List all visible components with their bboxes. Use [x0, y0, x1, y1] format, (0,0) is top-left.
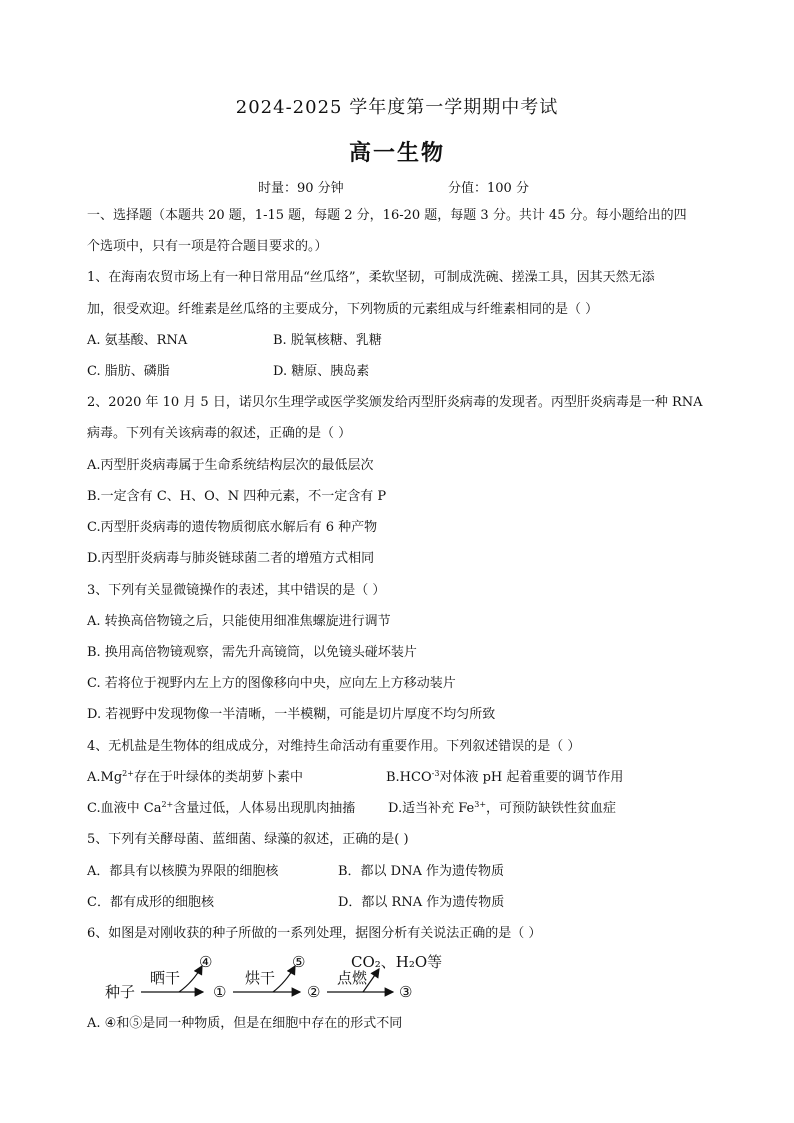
diagram-branch1-label: ④: [199, 953, 213, 971]
q4-option-a: $A.Mg^{2+}$存在于叶绿体的类胡萝卜素中: [87, 769, 303, 785]
diagram-node3-label: ③: [399, 983, 413, 1001]
q5-option-c: C．都有成形的细胞核: [87, 895, 214, 910]
q3-stem: 3、下列有关显微镜操作的表述，其中错误的是（ ）: [87, 583, 386, 598]
q5-stem: 5、下列有关酵母菌、蓝细菌、绿藻的叙述，正确的是( ): [87, 832, 409, 847]
q2-option-a: A.丙型肝炎病毒属于生命系统结构层次的最低层次: [87, 458, 374, 473]
exam-time: 时量：90 分钟: [258, 181, 344, 196]
q2-option-c: C.丙型肝炎病毒的遗传物质彻底水解后有 6 种产物: [87, 520, 378, 535]
q2-stem-line1: 2、2020 年 10 月 5 日，诺贝尔生理学或医学奖颁发给丙型肝炎病毒的发现者。丙型肝炎病毒是一种 RNA: [87, 395, 703, 410]
q4-option-d: D.适当补充 $Fe^{3+}$，可预防缺铁性贫血症: [388, 800, 617, 816]
q5-option-a: A．都具有以核膜为界限的细胞核: [87, 864, 279, 879]
q4-option-b: $B.HCO^{-3}$对体液 pH 起着重要的调节作用: [386, 769, 624, 785]
q3-option-c: C. 若将位于视野内左上方的图像移向中央，应向左上方移动装片: [87, 676, 456, 691]
diagram-node1-label: ①: [213, 983, 227, 1001]
q1-option-a: A. 氨基酸、RNA: [87, 333, 188, 348]
exam-title: 2024-2025 学年度第一学期期中考试: [235, 97, 559, 118]
diagram-step3-label: 点燃: [337, 969, 368, 987]
exam-score: 分值：100 分: [448, 181, 529, 196]
q3-option-a: A. 转换高倍物镜之后，只能使用细准焦螺旋进行调节: [87, 614, 391, 629]
q2-option-b: B.一定含有 C、H、O、N 四种元素，不一定含有 P: [87, 489, 387, 504]
exam-subject: 高一生物: [348, 140, 445, 166]
q1-option-d: D. 糖原、胰岛素: [273, 364, 370, 379]
diagram-step1-label: 晒干: [150, 969, 181, 987]
q5-option-d: D．都以 RNA 作为遗传物质: [338, 895, 505, 910]
q6-option-a: A. ④和⑤是同一种物质，但是在细胞中存在的形式不同: [87, 1016, 403, 1031]
q3-option-b: B. 换用高倍物镜观察，需先升高镜筒，以免镜头碰坏装片: [87, 645, 417, 660]
q1-stem-line1: 1、在海南农贸市场上有一种日常用品“丝瓜络”，柔软坚韧，可制成洗碗、搓澡工具，因其天然无添: [87, 270, 655, 285]
seed-processing-diagram: [105, 952, 445, 1004]
q3-option-d: D. 若视野中发现物像一半清晰，一半模糊，可能是切片厚度不均匀所致: [87, 707, 496, 722]
diagram-node2-label: ②: [307, 983, 321, 1001]
diagram-branch2-label: ⑤: [292, 953, 306, 971]
diagram-products-label: CO₂、H₂O等: [351, 953, 443, 971]
q6-stem: 6、如图是对刚收获的种子所做的一系列处理，据图分析有关说法正确的是（ ）: [87, 926, 542, 941]
q2-option-d: D.丙型肝炎病毒与肺炎链球菌二者的增殖方式相同: [87, 551, 375, 566]
q4-stem: 4、无机盐是生物体的组成成分，对维持生命活动有重要作用。下列叙述错误的是（ ）: [87, 739, 581, 754]
diagram-step2-label: 烘干: [245, 969, 276, 987]
section-instructions-line1: 一、选择题（本题共 20 题，1-15 题，每题 2 分，16-20 题，每题 3 分。共计 45 分。每小题给出的四: [87, 208, 687, 223]
q4-option-c: C.血液中 $Ca^{2+}$含量过低，人体易出现肌肉抽搐: [87, 800, 356, 816]
q1-option-c: C. 脂肪、磷脂: [87, 364, 170, 379]
section-instructions-line2: 个选项中，只有一项是符合题目要求的。）: [87, 239, 328, 254]
diagram-seed-label: 种子: [105, 983, 136, 1001]
q2-stem-line2: 病毒。下列有关该病毒的叙述，正确的是（ ）: [87, 426, 352, 441]
q5-option-b: B．都以 DNA 作为遗传物质: [338, 864, 505, 879]
q1-stem-line2: 加，很受欢迎。纤维素是丝瓜络的主要成分，下列物质的元素组成与纤维素相同的是（ ）: [87, 302, 599, 317]
q1-option-b: B. 脱氧核糖、乳糖: [273, 333, 382, 348]
